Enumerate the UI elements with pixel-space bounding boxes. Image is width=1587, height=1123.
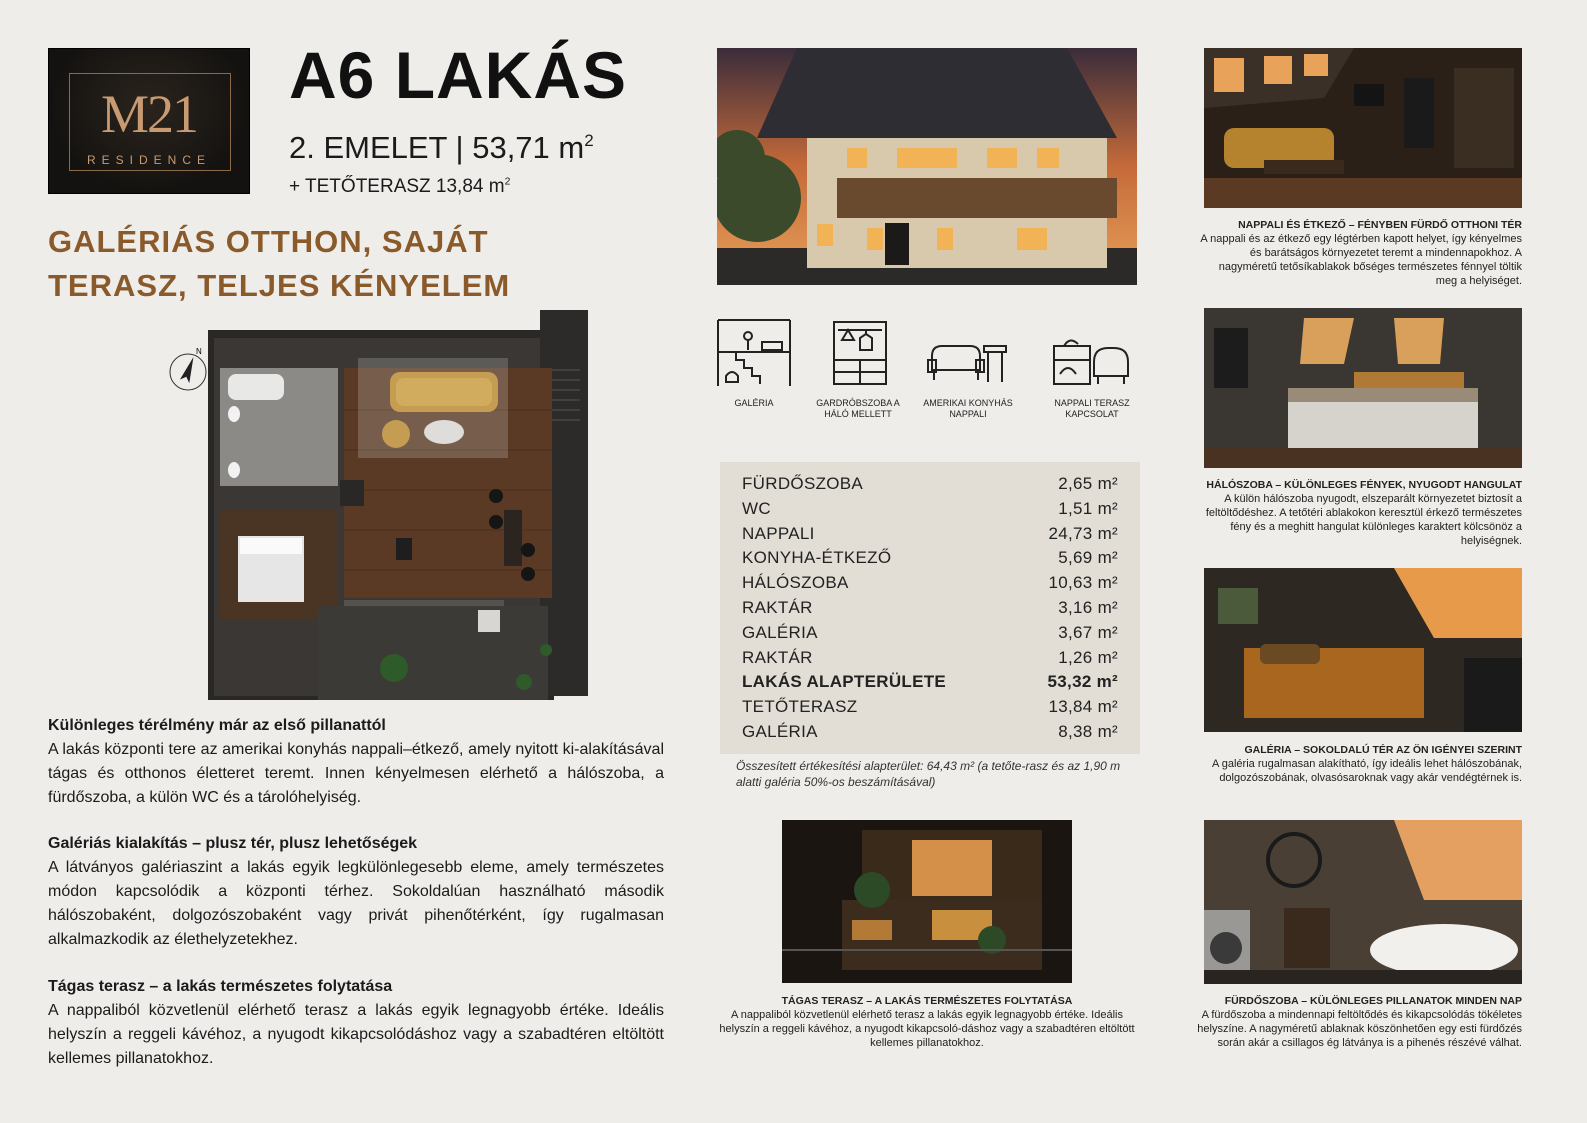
area-name: KONYHA-ÉTKEZŐ [742,548,892,568]
area-name: NAPPALI [742,523,815,543]
area-name: WC [742,498,771,518]
section-space [48,714,664,810]
logo-mark: M21 [100,84,197,144]
floor-area: 2. EMELET | 53,71 $m^2$ [289,130,594,165]
section-body: A látványos galériaszint a lakás egyik legkülönlegesebb eleme, amely természetes módon kapcsolódik a központi térhez. Sokoldalúan használható második hálószobaként, dolgozószobaként vagy privát pihenőtérként, így rugalmasan alkalmazkodik az élethelyzetekhez. [48,859,664,948]
area-value: 1,51 m² [1058,498,1118,518]
area-name: LAKÁS ALAPTERÜLETE [742,672,947,692]
area-value: 13,84 m² [1048,697,1118,717]
svg-text:N: N [196,347,202,356]
section-heading: Galériás kialakítás – plusz tér, plusz lehetőségek [48,835,418,852]
terrace-photo [782,820,1072,983]
caption-text: A fürdőszoba a mindennapi feltöltődés és kikapcsolódás tökéletes helyszíne. A nagyméretű ablaknak köszönhetően egy esti fürdőzés során akár a csillagos ég látványa is a pihenés részévé válhat. [1197,1009,1522,1049]
living-room-caption [1196,218,1522,288]
area-table [720,462,1140,754]
area-value: 3,67 m² [1058,622,1118,642]
north-arrow-icon [170,347,206,390]
area-value: 8,38 m² [1058,721,1118,741]
building-exterior-photo [717,48,1137,285]
terrace-caption [712,994,1142,1050]
section-terrace [48,975,664,1071]
page-title: A6 LAKÁS [289,38,628,112]
area-row [742,522,1118,547]
headline: GALÉRIÁS OTTHON, SAJÁT TERASZ, TELJES KÉNYELEM [48,224,511,303]
sofa-kitchen-icon [926,316,1010,388]
caption-text: A nappali és az étkező egy légtérben kapott helyet, így kényelmes és barátságos környezetet teremt a mindennapokhoz. A nagyméretű tetősíkablakok bőséges természetes fénnyel töltik meg a helyiséget. [1200,233,1522,287]
terrace-armchair-icon [1050,316,1134,388]
feature-label: NAPPALI TERASZ KAPCSOLAT [1054,398,1130,419]
area-value: 1,26 m² [1058,647,1118,667]
section-body: A lakás központi tere az amerikai konyhás nappali–étkező, amely nyitott ki-alakításával tágas és otthonos életteret teremt. Innen kényelmesen elérhető a hálószoba, a fürdőszoba, a külön WC és a tárolóhelyiség. [48,741,664,806]
feature-terrace [1044,316,1140,420]
caption-title: GALÉRIA – SOKOLDALÚ TÉR AZ ÖN IGÉNYEI SZERINT [1244,744,1522,756]
section-heading: Tágas terasz – a lakás természetes folytatása [48,978,393,995]
living-room-photo [1204,48,1522,208]
feature-wardrobe [810,316,906,420]
section-body: A nappaliból közvetlenül elérhető terasz a lakás egyik legnagyobb értéke. Ideális helyszín a reggeli kávéhoz, a nyugodt kikapcsolódáshoz vagy a szabadtéren eltöltött kellemes pillanatokhoz. [48,1002,664,1067]
area-name: FÜRDŐSZOBA [742,474,864,493]
area-name: GALÉRIA [742,721,818,741]
area-row [742,497,1118,522]
feature-label: GALÉRIA [734,398,774,408]
terrace-area: + TETŐTERASZ 13,84 $m^2$ [289,176,511,197]
area-name: TETŐTERASZ [742,697,858,717]
area-note: Összesített értékesítési alapterület: 64,43 m² (a tetőte-rasz és az 1,90 m alatti galéria 50%-os beszámításával) [736,759,1121,789]
area-row [742,720,1118,745]
bedroom-caption [1196,478,1522,548]
caption-title: TÁGAS TERASZ – A LAKÁS TERMÉSZETES FOLYTATÁSA [781,995,1073,1007]
area-name: HÁLÓSZOBA [742,573,849,593]
area-row [742,621,1118,646]
bathroom-photo [1204,820,1522,984]
area-row [742,670,1118,695]
area-row [742,695,1118,720]
feature-label: GARDRÓBSZOBA A HÁLÓ MELLETT [816,398,900,419]
section-gallery [48,832,664,952]
caption-text: A galéria rugalmasan alakítható, így ideális lehet hálószobának, dolgozószobának, olvasósaroknak vagy akár vendégtérnek is. [1211,758,1522,784]
gallery-room-caption [1196,743,1522,785]
caption-text: A nappaliból közvetlenül elérhető terasz a lakás egyik legnagyobb értéke. Ideális helyszín a reggeli kávéhoz, a nyugodt kikapcsoló-dáshoz vagy a szabadtéren eltöltött kellemes pillanatokhoz. [719,1009,1135,1049]
area-value: 10,63 m² [1048,573,1118,593]
area-name: GALÉRIA [742,622,818,642]
caption-title: HÁLÓSZOBA – KÜLÖNLEGES FÉNYEK, NYUGODT HANGULAT [1206,479,1522,491]
caption-title: FÜRDŐSZOBA – KÜLÖNLEGES PILLANATOK MINDEN NAP [1224,995,1522,1007]
area-value: 2,65 m² [1058,474,1118,493]
area-value: 5,69 m² [1058,548,1118,568]
m21-residence-logo [48,48,250,194]
area-name: RAKTÁR [742,597,813,617]
area-value: 3,16 m² [1058,597,1118,617]
bathroom-caption [1196,994,1522,1050]
area-row [742,596,1118,621]
area-row [742,546,1118,571]
area-row [742,646,1118,671]
gallery-stairs-icon [716,316,792,388]
bedroom-photo [1204,308,1522,468]
gallery-room-photo [1204,568,1522,732]
feature-kitchen [920,316,1016,420]
feature-label: AMERIKAI KONYHÁS NAPPALI [923,398,1013,419]
logo-subtitle: RESIDENCE [86,153,211,167]
area-row [742,571,1118,596]
area-value: 53,32 m² [1047,672,1118,692]
feature-gallery [706,316,802,409]
caption-text: A külön hálószoba nyugodt, elszeparált környezetet biztosít a feltöltődéshez. A tetőtéri ablakokon keresztül érkező természetes fény és a meghitt hangulat különleges karaktert kölcsönöz a helyiségnek. [1205,493,1522,547]
floor-plan [168,310,592,706]
wardrobe-icon [820,316,896,388]
area-value: 24,73 m² [1048,523,1118,543]
caption-title: NAPPALI ÉS ÉTKEZŐ – FÉNYBEN FÜRDŐ OTTHONI TÉR [1238,219,1522,231]
section-heading: Különleges térélmény már az első pillanattól [48,717,386,734]
area-name: RAKTÁR [742,647,813,667]
area-row [742,472,1118,497]
